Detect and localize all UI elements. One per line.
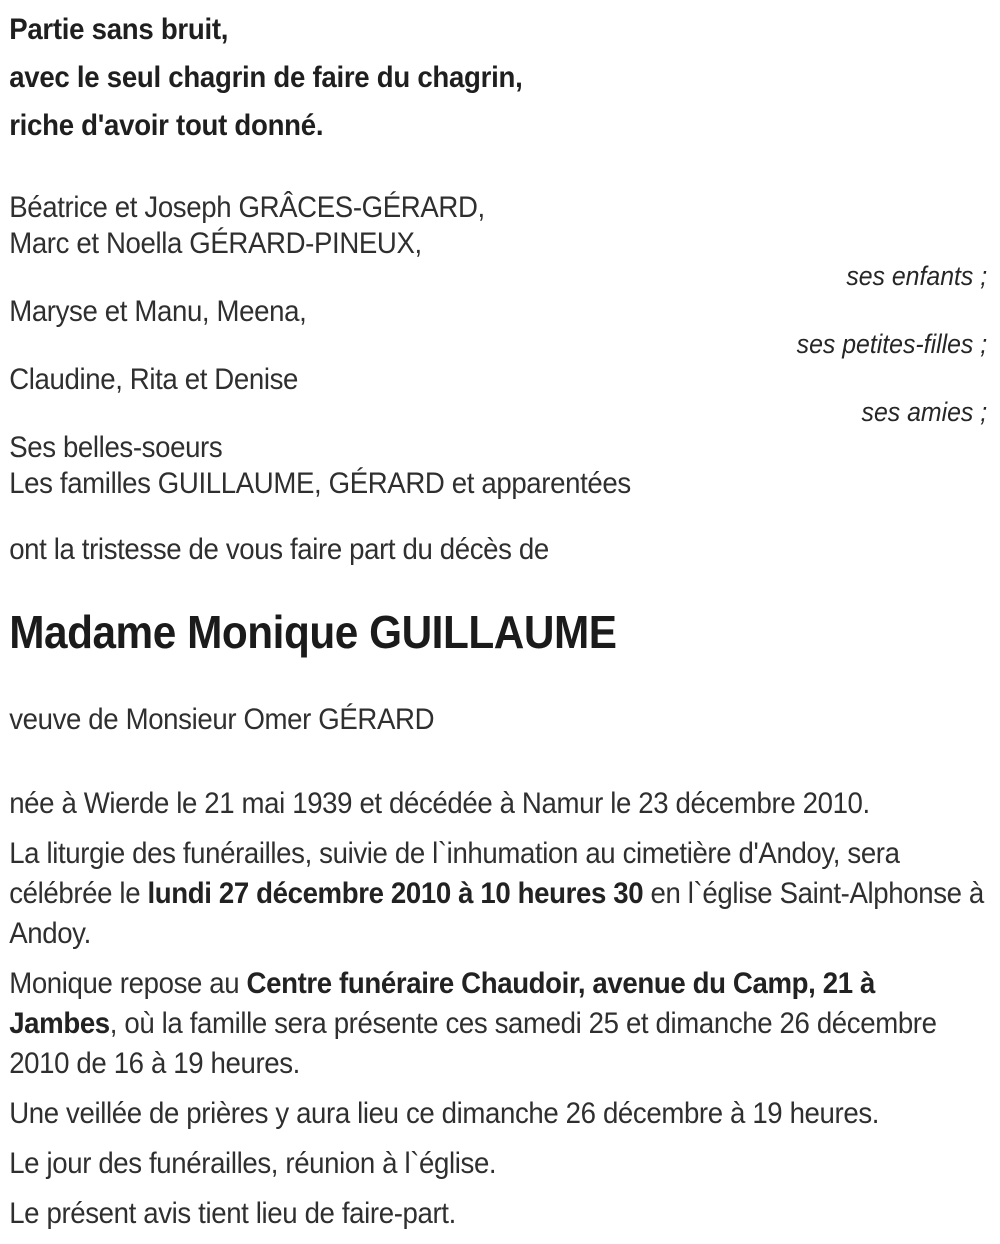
epigraph (9, 6, 987, 150)
mourner-relation: ses petites-filles ; (796, 329, 988, 359)
announcement-text: ont la tristesse de vous faire part du décès de (9, 533, 549, 566)
notice-paragraph-vigil (9, 1094, 987, 1134)
mourner-name: Les familles GUILLAUME, GÉRARD et apparentées (9, 467, 631, 500)
text-segment: Le présent avis tient lieu de faire-part. (9, 1197, 456, 1230)
text-segment: Une veillée de prières y aura lieu ce dimanche 26 décembre à 19 heures. (9, 1097, 880, 1130)
text-segment: lundi 27 décembre 2010 à 10 heures 30 (147, 877, 644, 910)
mourner-relation: ses amies ; (861, 397, 988, 427)
text-segment: , où la famille sera présente ces samedi 25 et dimanche 26 décembre 2010 de 16 à 19 heures. (9, 1007, 937, 1080)
mourner-name: Marc et Noella GÉRARD-PINEUX, (9, 227, 422, 260)
mourner-group-children (9, 190, 987, 290)
epigraph-line: riche d'avoir tout donné. (9, 109, 324, 142)
widow-line: veuve de Monsieur Omer GÉRARD (9, 703, 435, 736)
text-segment: en l`église Saint-Alphonse à Andoy. (9, 877, 984, 950)
mourner-group-families (9, 430, 987, 502)
deceased-name: Madame Monique GUILLAUME (9, 606, 617, 658)
epigraph-line: Partie sans bruit, (9, 13, 229, 46)
notice-paragraph-birth-death (9, 784, 987, 824)
mourners-list (9, 190, 987, 502)
text-segment: Le jour des funérailles, réunion à l`église. (9, 1147, 497, 1180)
text-segment: La liturgie des funérailles, suivie de l`inhumation au cimetière d'Andoy, sera célébrée le (9, 837, 900, 910)
mourner-group-granddaughters (9, 294, 987, 358)
text-segment: Centre funéraire Chaudoir, avenue du Camp, 21 à Jambes (9, 967, 875, 1040)
mourner-group-friends (9, 362, 987, 426)
notice-paragraph-liturgy (9, 834, 987, 954)
text-segment: Monique repose au (9, 967, 247, 1000)
mourner-name: Béatrice et Joseph GRÂCES-GÉRARD, (9, 191, 485, 224)
text-segment: née à Wierde le 21 mai 1939 et décédée à Namur le 23 décembre 2010. (9, 787, 870, 820)
mourner-name: Ses belles-soeurs (9, 431, 223, 464)
mourner-name: Maryse et Manu, Meena, (9, 295, 307, 328)
mourner-relation: ses enfants ; (846, 261, 988, 291)
epigraph-line: avec le seul chagrin de faire du chagrin, (9, 61, 523, 94)
mourner-name: Claudine, Rita et Denise (9, 363, 299, 396)
notice-paragraph-repose (9, 964, 987, 1084)
notice-paragraph-closing (9, 1194, 987, 1234)
funeral-details (9, 784, 987, 1234)
notice-paragraph-meeting (9, 1144, 987, 1184)
